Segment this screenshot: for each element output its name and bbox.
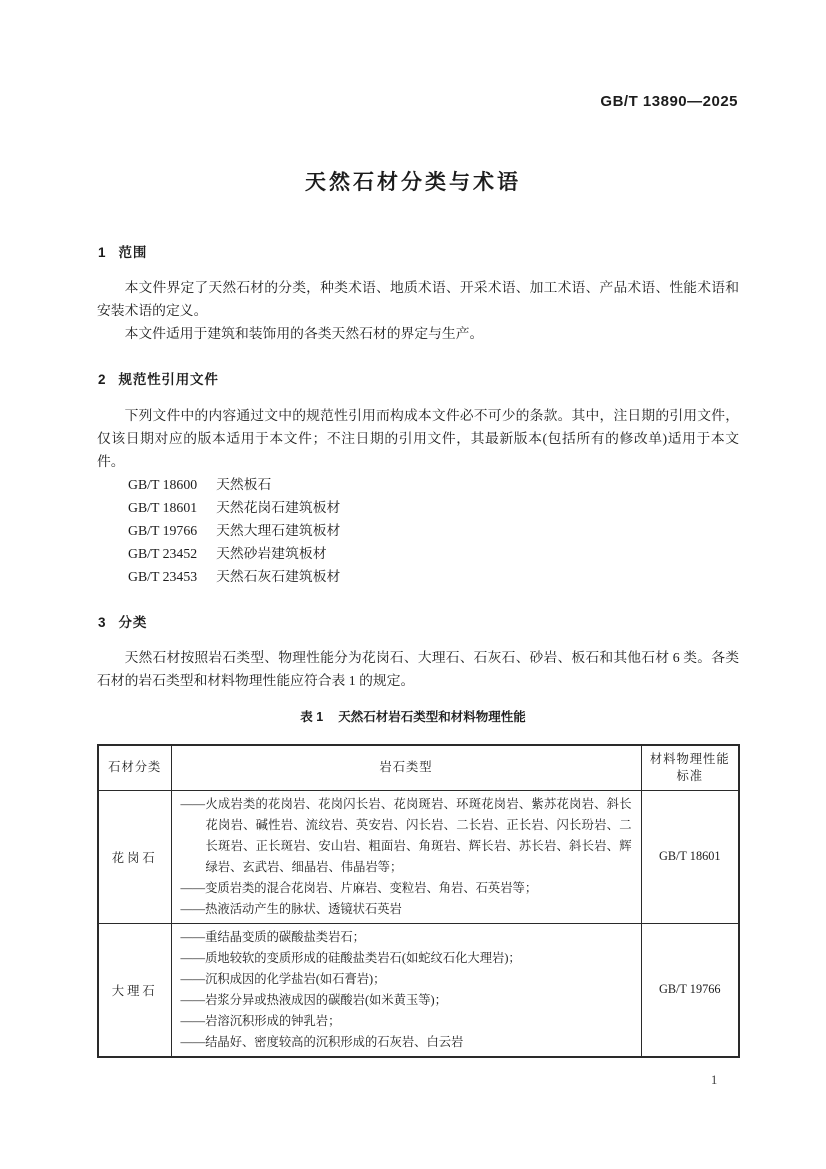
rock-type-item [181, 1032, 632, 1053]
rock-type-cell [171, 790, 641, 923]
item-dash: —— [180, 992, 206, 1007]
item-text: 结晶好、密度较高的沉积形成的石灰岩、白云岩 [205, 1034, 464, 1049]
reference-item [128, 565, 739, 588]
rock-type-item [181, 948, 632, 969]
header-rock-type: 岩石类型 [171, 745, 641, 790]
section-3-heading [98, 611, 147, 631]
reference-item [128, 542, 739, 565]
header-physical-standard-line1: 材料物理性能 [649, 751, 730, 766]
reference-item [128, 473, 739, 496]
reference-title: 天然花岗石建筑板材 [216, 500, 341, 515]
reference-code: GB/T 18601 [128, 500, 198, 515]
rock-type-item [181, 794, 632, 878]
item-text: 沉积成因的化学盐岩(如石膏岩)； [205, 971, 386, 986]
item-text: 质地较软的变质形成的硅酸盐类岩石(如蛇纹石化大理岩)； [205, 950, 521, 965]
section-3-body [97, 646, 739, 692]
reference-title: 天然板石 [216, 477, 272, 492]
page-number: 1 [711, 1073, 718, 1087]
category-cell: 花岗石 [98, 790, 171, 923]
header-physical-standard [641, 745, 739, 790]
rock-type-item [181, 990, 632, 1011]
reference-title: 天然大理石建筑板材 [216, 523, 341, 538]
section-2-heading [98, 368, 219, 388]
section-3-number: 3 [98, 615, 106, 630]
item-dash: —— [180, 796, 206, 811]
item-dash: —— [180, 1034, 206, 1049]
reference-code: GB/T 19766 [128, 523, 198, 538]
category-cell: 大理石 [98, 923, 171, 1057]
document-title: 天然石材分类与术语 [305, 171, 521, 194]
item-text: 火成岩类的花岗岩、花岗闪长岩、花岗斑岩、环斑花岗岩、紫苏花岗岩、斜长花岗岩、碱性岩、流纹岩、英安岩、闪长岩、二长岩、正长岩、闪长玢岩、二长斑岩、正长斑岩、安山岩、粗面岩、角斑岩、辉长岩、苏长岩、斜长岩、辉绿岩、玄武岩、细晶岩、伟晶岩等； [205, 796, 632, 874]
section-1-heading [98, 241, 147, 261]
reference-code: GB/T 23452 [128, 546, 198, 561]
table-caption-text: 天然石材岩石类型和材料物理性能 [338, 710, 526, 724]
item-text: 岩溶沉积形成的钟乳岩； [205, 1013, 341, 1028]
header-physical-standard-line2: 标准 [676, 768, 704, 783]
section-1-body [97, 276, 739, 345]
reference-item [128, 519, 739, 542]
normative-references-list [97, 473, 739, 588]
table-header-row [98, 745, 739, 790]
section-1-title: 范围 [118, 245, 148, 260]
rock-type-cell [171, 923, 641, 1057]
rock-type-item [181, 1011, 632, 1032]
reference-title: 天然砂岩建筑板材 [216, 546, 327, 561]
item-dash: —— [180, 929, 206, 944]
item-text: 重结晶变质的碳酸盐类岩石； [205, 929, 365, 944]
item-dash: —— [180, 901, 206, 916]
table-stone-classification [97, 744, 740, 1058]
rock-type-item [181, 878, 632, 899]
item-dash: —— [180, 1013, 206, 1028]
reference-code: GB/T 18600 [128, 477, 198, 492]
table-row-marble [98, 923, 739, 1057]
section-2-title: 规范性引用文件 [118, 372, 219, 387]
item-dash: —— [180, 880, 206, 895]
rock-type-item [181, 899, 632, 920]
paragraph: 天然石材按照岩石类型、物理性能分为花岗石、大理石、石灰石、砂岩、板石和其他石材 6 类。各类石材的岩石类型和材料物理性能应符合表 1 的规定。 [97, 650, 739, 688]
item-text: 热液活动产生的脉状、透镜状石英岩 [205, 901, 402, 916]
section-2-number: 2 [98, 372, 106, 387]
section-2-body [97, 404, 739, 588]
item-text: 岩浆分异或热液成因的碳酸岩(如米黄玉等)； [205, 992, 447, 1007]
header-stone-category: 石材分类 [98, 745, 171, 790]
standard-cell: GB/T 18601 [641, 790, 739, 923]
reference-item [128, 496, 739, 519]
item-dash: —— [180, 971, 206, 986]
table-caption [0, 707, 826, 725]
reference-code: GB/T 23453 [128, 569, 198, 584]
reference-title: 天然石灰石建筑板材 [216, 569, 341, 584]
section-1-number: 1 [98, 245, 106, 260]
table-row-granite [98, 790, 739, 923]
paragraph: 本文件适用于建筑和装饰用的各类天然石材的界定与生产。 [124, 326, 484, 341]
table-caption-label: 表 1 [300, 710, 324, 724]
rock-type-item [181, 969, 632, 990]
item-dash: —— [180, 950, 206, 965]
paragraph: 本文件界定了天然石材的分类，种类术语、地质术语、开采术语、加工术语、产品术语、性能术语和安装术语的定义。 [97, 280, 739, 318]
standard-cell: GB/T 19766 [641, 923, 739, 1057]
item-text: 变质岩类的混合花岗岩、片麻岩、变粒岩、角岩、石英岩等； [205, 880, 538, 895]
standard-code: GB/T 13890—2025 [600, 93, 738, 110]
rock-type-item [181, 927, 632, 948]
section-3-title: 分类 [118, 615, 148, 630]
paragraph: 下列文件中的内容通过文中的规范性引用而构成本文件必不可少的条款。其中，注日期的引用文件，仅该日期对应的版本适用于本文件；不注日期的引用文件，其最新版本(包括所有的修改单)适用于本文件。 [97, 408, 739, 469]
